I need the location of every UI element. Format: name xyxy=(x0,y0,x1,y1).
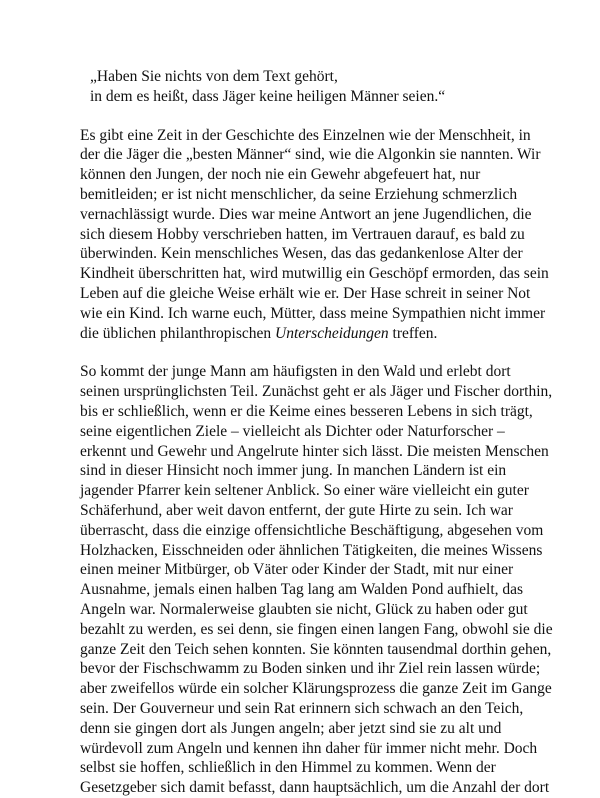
text-line: sich diesem Hobby verschrieben hatten, im Vertrauen darauf, es bald zu xyxy=(80,225,525,243)
text-line: bezahlt zu werden, es sei denn, sie fingen einen langen Fang, obwohl sie die xyxy=(80,620,553,638)
text-line: jagender Pfarrer kein seltener Anblick. So einer wäre vielleicht ein guter xyxy=(80,482,529,500)
text-line: ganze Zeit den Teich sehen konnten. Sie könnten tausendmal dorthin gehen, xyxy=(80,640,552,658)
text-line: Holzhacken, Eisschneiden oder ähnlichen Tätigkeiten, die meines Wissens xyxy=(80,541,543,559)
text-line: Leben auf die gleiche Weise erhält wie er. Der Hase schreit in seiner Not xyxy=(80,284,531,302)
text-line: der die Jäger die „besten Männer“ sind, wie die Algonkin sie nannten. Wir xyxy=(80,146,541,164)
text-line: denn sie gingen dort als Jungen angeln; aber jetzt sind sie zu alt und xyxy=(80,719,502,737)
text-line: können den Jungen, der noch nie ein Gewehr abgefeuert hat, nur xyxy=(80,166,481,184)
text-line: überwinden. Kein menschliches Wesen, das das gedankenlose Alter der xyxy=(80,245,523,263)
text-line: Kindheit überschritten hat, wird mutwillig ein Geschöpf ermorden, das sein xyxy=(80,265,549,283)
paragraph-1 xyxy=(80,126,550,344)
quote-line: „Haben Sie nichts von dem Text gehört, xyxy=(90,68,338,85)
text-line-last xyxy=(80,324,550,344)
text-line: vernachlässigt wurde. Dies war meine Antwort an jene Jugendlichen, die xyxy=(80,205,532,223)
text-line: Ausnahme, jemals einen halben Tag lang am Walden Pond aufhielt, das xyxy=(80,581,524,599)
text-line: wie ein Kind. Ich warne euch, Mütter, dass meine Sympathien nicht immer xyxy=(80,304,546,322)
text-line: würdevoll zum Angeln und kennen ihn daher für immer nicht mehr. Doch xyxy=(80,739,538,757)
quote-line: in dem es heißt, dass Jäger keine heiligen Männer seien.“ xyxy=(90,87,446,105)
text-line: Schäferhund, aber weit davon entfernt, der gute Hirte zu sein. Ich war xyxy=(80,501,513,519)
text-line: Es gibt eine Zeit in der Geschichte des Einzelnen wie der Menschheit, in xyxy=(80,126,531,144)
text-line: sind in dieser Hinsicht noch immer jung. In manchen Ländern ist ein xyxy=(80,462,507,480)
epigraph-quote xyxy=(90,67,550,107)
emphasized-word: Unterscheidungen xyxy=(275,324,389,342)
text-line: aber zweifellos würde ein solcher Klärungsprozess die ganze Zeit im Gange xyxy=(80,680,552,698)
text-line: selbst sie hoffen, schließlich in den Himmel zu kommen. Wenn der xyxy=(80,759,496,777)
text-line: seine eigentlichen Ziele – vielleicht als Dichter oder Naturforscher – xyxy=(80,422,505,440)
text-line: überrascht, dass die einzige offensichtliche Beschäftigung, abgesehen vom xyxy=(80,521,544,539)
text-fragment: treffen. xyxy=(388,324,438,342)
text-line: Gesetzgeber sich damit befasst, dann hauptsächlich, um die Anzahl der dort xyxy=(80,779,550,797)
paragraph-2 xyxy=(80,362,553,798)
text-line: So kommt der junge Mann am häufigsten in den Wald und erlebt dort xyxy=(80,363,511,381)
text-line: Angeln war. Normalerweise glaubten sie nicht, Glück zu haben oder gut xyxy=(80,600,528,618)
text-line: seinen ursprünglichsten Teil. Zunächst geht er als Jäger und Fischer dorthin, xyxy=(80,383,553,401)
text-line: bemitleiden; er ist nicht menschlicher, da seine Erziehung schmerzlich xyxy=(80,185,518,203)
text-line: einen meiner Mitbürger, ob Väter oder Kinder der Stadt, mit nur einer xyxy=(80,561,514,579)
text-line: bis er schließlich, wenn er die Keime eines besseren Lebens in sich trägt, xyxy=(80,402,533,420)
text-fragment: die üblichen philanthropischen xyxy=(80,324,275,342)
text-line: bevor der Fischschwamm zu Boden sinken und ihr Ziel rein lassen würde; xyxy=(80,660,541,678)
text-line: erkennt und Gewehr und Angelrute hinter sich lässt. Die meisten Menschen xyxy=(80,442,549,460)
text-line: sein. Der Gouverneur und sein Rat erinnern sich schwach an den Teich, xyxy=(80,699,524,717)
